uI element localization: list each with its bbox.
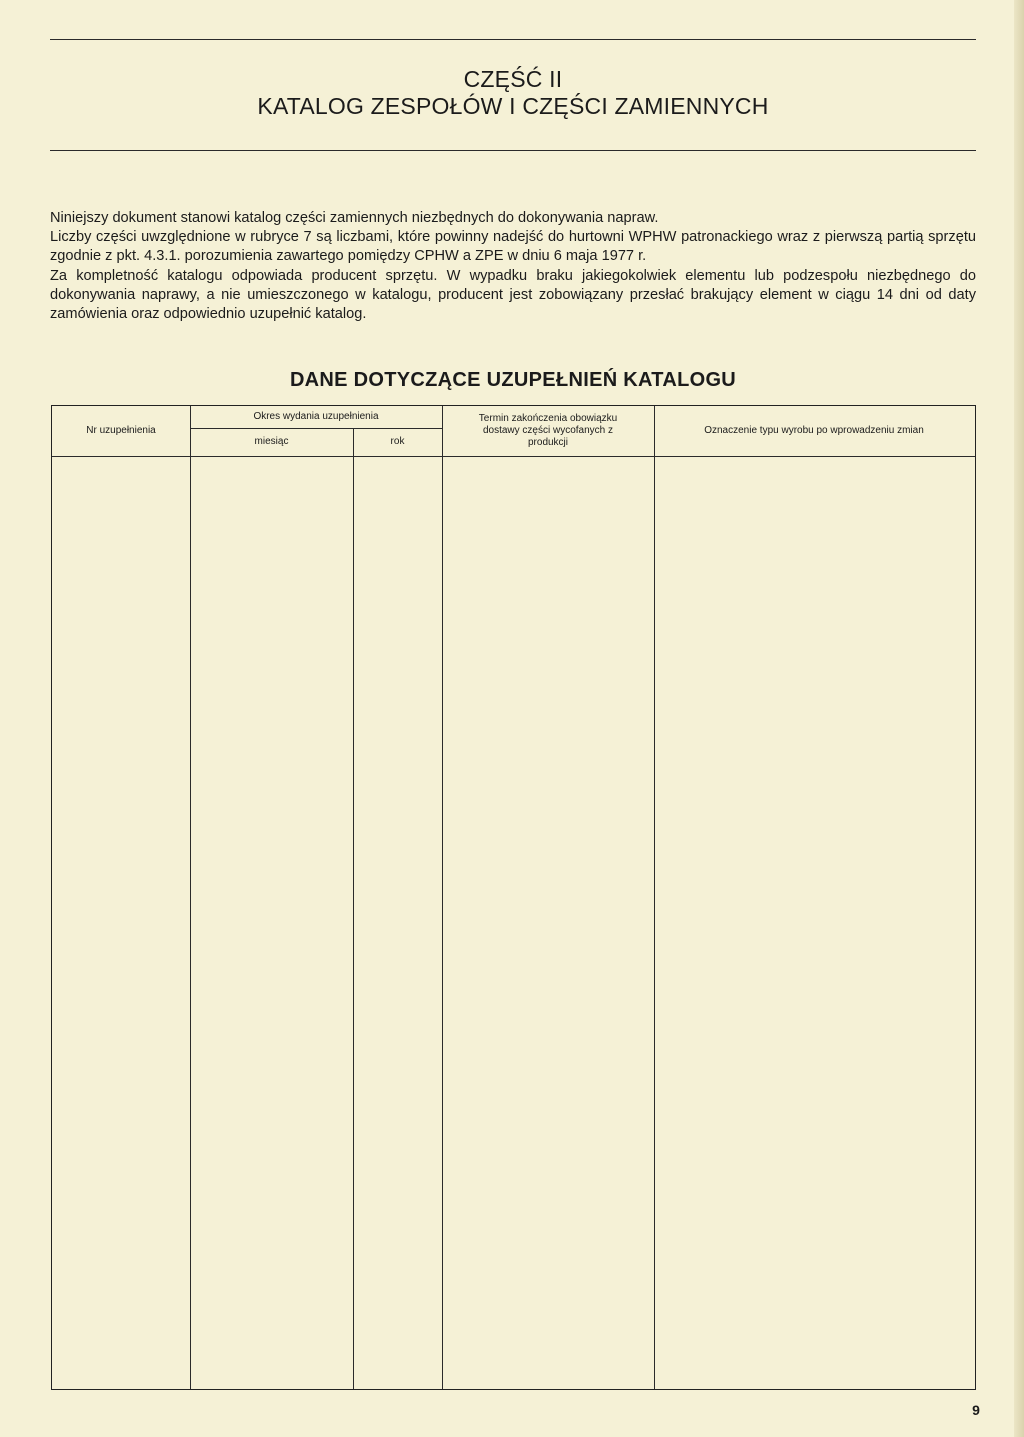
column-divider [442,406,443,1389]
part-number: CZĘŚĆ II [463,66,563,92]
page-title: KATALOG ZESPOŁÓW I CZĘŚCI ZAMIENNYCH [257,93,769,119]
intro-paragraph-1: Niniejszy dokument stanowi katalog części zamiennych niezbędnych do dokonywania napraw. [50,210,659,226]
header-nr-uzupelnienia: Nr uzupełnienia [86,425,156,436]
header-miesiac: miesiąc [254,436,289,447]
intro-paragraph-3: Za kompletność katalogu odpowiada producent sprzętu. W wypadku braku jakiegokolwiek elementu lub podzespołu niezbędnego do dokonywania naprawy, a nie umieszczonego w katalogu, producent jest zobowiązany przesłać brakujący element w ciągu 14 dni od daty zamówienia oraz odpowiednio uzupełnić katalog. [50,267,976,323]
page-number: 9 [972,1402,980,1418]
column-divider [353,428,354,1389]
intro-paragraph-2: Liczby części uwzględnione w rubryce 7 są liczbami, które powinny nadejść do hurtowni WPHW patronackiego wraz z pierwszą partią sprzętu zgodnie z pkt. 4.3.1. porozumienia zawartego pomiędzy CPHW a ZPE w dniu 6 maja 1977 r. [50,229,976,265]
header-termin-zakonczenia: Termin zakończenia obowiązku dostawy części wycofanych z produkcji [478,413,618,448]
heading-bottom-rule [50,150,976,151]
column-divider [654,406,655,1389]
header-rok: rok [390,436,405,447]
top-rule [50,39,976,40]
intro-text [50,209,976,324]
header-bottom-line [52,456,975,457]
header-okres-wydania: Okres wydania uzupełnienia [253,411,379,422]
supplements-table [51,405,976,1390]
section-title: DANE DOTYCZĄCE UZUPEŁNIEŃ KATALOGU [289,369,737,391]
page-edge [1014,0,1024,1437]
part-heading [50,66,976,120]
column-divider [190,406,191,1389]
header-oznaczenie-typu: Oznaczenie typu wyrobu po wprowadzeniu zmian [704,425,924,436]
